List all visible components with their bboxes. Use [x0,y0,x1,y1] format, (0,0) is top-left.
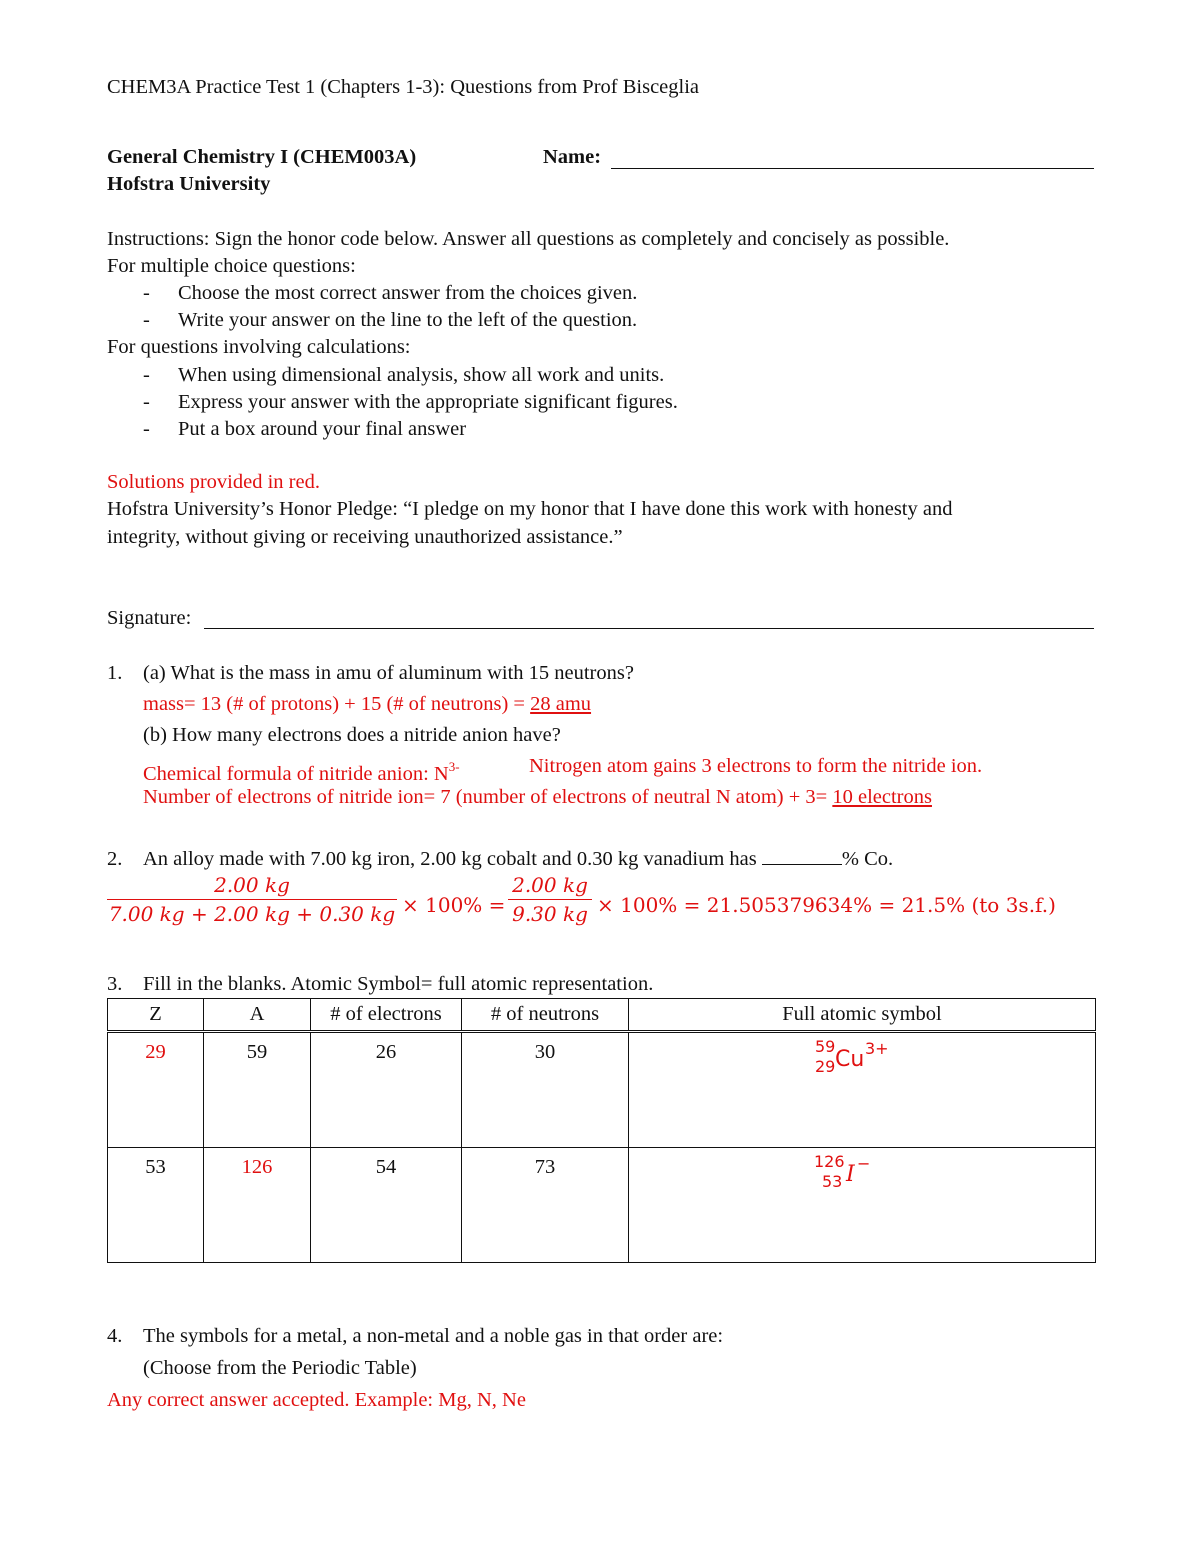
q1-a-answer: 28 amu [530,693,592,715]
cell-z: 53 [108,1148,204,1263]
q2-number: 2. [107,848,123,870]
atomic-number: 29 [815,1057,836,1076]
header-neutrons: # of neutrons [462,999,629,1032]
q1-b-solution-2 [143,784,932,811]
cell-neutrons: 30 [462,1032,629,1148]
calc-item: When using dimensional analysis, show all work and units. [178,364,665,386]
q2-result: × 100% = 21.505379634% = 21.5% (to 3s.f.) [597,893,1056,917]
q1-b-sol2-text: Number of electrons of nitride ion= 7 (number of electrons of neutral N atom) + 3= [143,786,833,808]
q4-number: 4. [107,1325,123,1347]
q1-number: 1. [107,662,123,684]
mc-item: Write your answer on the line to the left of the question. [178,309,638,331]
cell-a: 126 [204,1148,311,1263]
mass-number: 126 [814,1152,845,1171]
q2-fraction-2 [508,873,592,926]
header-full-symbol: Full atomic symbol [629,999,1096,1032]
cell-full-symbol [629,1032,1096,1148]
fraction-bar [107,899,397,900]
q1-part-a: (a) What is the mass in amu of aluminum with 15 neutrons? [143,662,634,684]
q3-number: 3. [107,973,123,995]
q2-times-1: × 100% = [402,893,506,917]
table-row [108,1148,1096,1263]
q3-text: Fill in the blanks. Atomic Symbol= full atomic representation. [143,973,654,995]
honor-pledge-line1: Hofstra University’s Honor Pledge: “I pledge on my honor that I have done this work with honesty and [107,498,953,520]
q2-frac2-denominator: 9.30 kg [512,902,588,926]
q1-part-b: (b) How many electrons does a nitride anion have? [143,724,561,746]
q4-subtext: (Choose from the Periodic Table) [143,1357,417,1379]
q1-b-solution-1 [143,753,460,788]
header-electrons: # of electrons [311,999,462,1032]
university-name: Hofstra University [107,173,271,195]
q1-b-sol1-text: Chemical formula of nitride anion: N [143,763,449,785]
instructions-intro: Instructions: Sign the honor code below. Answer all questions as completely and concisely as possible. [107,228,950,250]
document-title: CHEM3A Practice Test 1 (Chapters 1-3): Questions from Prof Bisceglia [107,76,700,98]
q2-text [143,846,893,873]
cell-a: 59 [204,1032,311,1148]
cell-electrons: 54 [311,1148,462,1263]
cell-neutrons: 73 [462,1148,629,1263]
q2-fraction-1 [107,873,397,926]
table-row [108,1032,1096,1148]
q1-b-charge: 3- [448,759,460,774]
calc-heading: For questions involving calculations: [107,336,411,358]
bullet-dash: - [143,364,150,386]
atomic-symbol-cu [815,1037,905,1081]
atomic-number: 53 [822,1172,843,1191]
solutions-note: Solutions provided in red. [107,471,320,493]
q2-frac2-numerator: 2.00 kg [512,873,588,897]
bullet-dash: - [143,282,150,304]
honor-pledge-line2: integrity, without giving or receiving unauthorized assistance.” [107,526,623,548]
q2-text-suffix: % Co. [841,848,894,870]
q4-text: The symbols for a metal, a non-metal and a noble gas in that order are: [143,1325,724,1347]
q2-frac1-denominator: 7.00 kg + 2.00 kg + 0.30 kg [108,902,396,926]
q1-b-answer: 10 electrons [832,786,932,808]
bullet-dash: - [143,309,150,331]
q1-b-sol1-suffix: Nitrogen atom gains 3 electrons to form the nitride ion. [529,755,983,777]
fraction-bar [508,899,592,900]
calc-item: Express your answer with the appropriate significant figures. [178,391,678,413]
bullet-dash: - [143,418,150,440]
bullet-dash: - [143,391,150,413]
mc-item: Choose the most correct answer from the choices given. [178,282,638,304]
q1-a-solution-text: mass= 13 (# of protons) + 15 (# of neutrons) = [143,693,531,715]
element-symbol: I [846,1162,855,1187]
course-name: General Chemistry I (CHEM003A) [107,146,417,168]
table-header-row [108,999,1096,1032]
q1-a-solution [143,691,591,718]
header-a: A [204,999,311,1032]
signature-label: Signature: [107,607,192,629]
cell-full-symbol [629,1148,1096,1263]
q4-solution: Any correct answer accepted. Example: Mg, N, Ne [107,1389,526,1411]
element-symbol: Cu [835,1047,865,1072]
cell-electrons: 26 [311,1032,462,1148]
name-label: Name: [543,146,602,168]
header-z: Z [108,999,204,1032]
ion-charge: − [857,1154,871,1173]
q2-answer-blank[interactable] [762,846,842,865]
calc-item: Put a box around your final answer [178,418,467,440]
q2-text-prefix: An alloy made with 7.00 kg iron, 2.00 kg cobalt and 0.30 kg vanadium has [143,848,762,870]
mc-heading: For multiple choice questions: [107,255,356,277]
signature-field-line[interactable] [204,628,1094,629]
ion-charge: 3+ [865,1039,889,1058]
atomic-symbol-i [810,1152,900,1196]
atomic-symbol-table [107,998,1096,1263]
cell-z: 29 [108,1032,204,1148]
q2-frac1-numerator: 2.00 kg [214,873,290,897]
mass-number: 59 [815,1037,836,1056]
name-field-line[interactable] [611,168,1094,169]
